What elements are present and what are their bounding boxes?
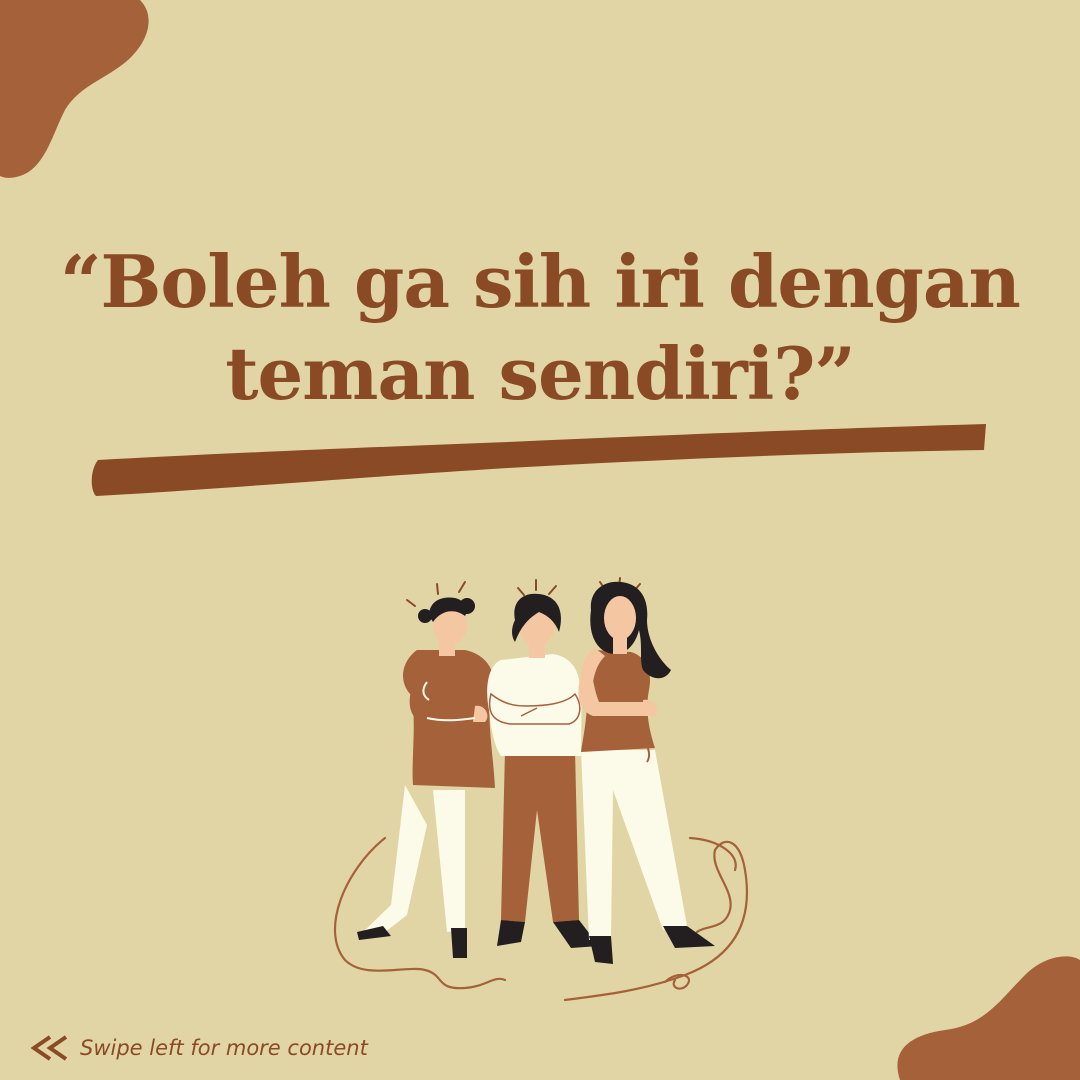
bottom-right-blob-decoration — [890, 955, 1080, 1080]
headline-line-2: teman sendiri?” — [225, 331, 855, 416]
swipe-label: Swipe left for more content — [80, 1036, 368, 1060]
woman-left — [357, 598, 495, 958]
headline-question — [40, 236, 1040, 420]
top-left-blob-decoration — [0, 0, 160, 180]
woman-right — [578, 582, 715, 964]
three-women-illustration — [325, 570, 765, 1020]
swipe-hint — [30, 1034, 368, 1062]
brush-underline — [88, 420, 988, 500]
double-chevron-left-icon — [30, 1034, 70, 1062]
headline-line-1: “Boleh ga sih iri dengan — [60, 239, 1020, 324]
